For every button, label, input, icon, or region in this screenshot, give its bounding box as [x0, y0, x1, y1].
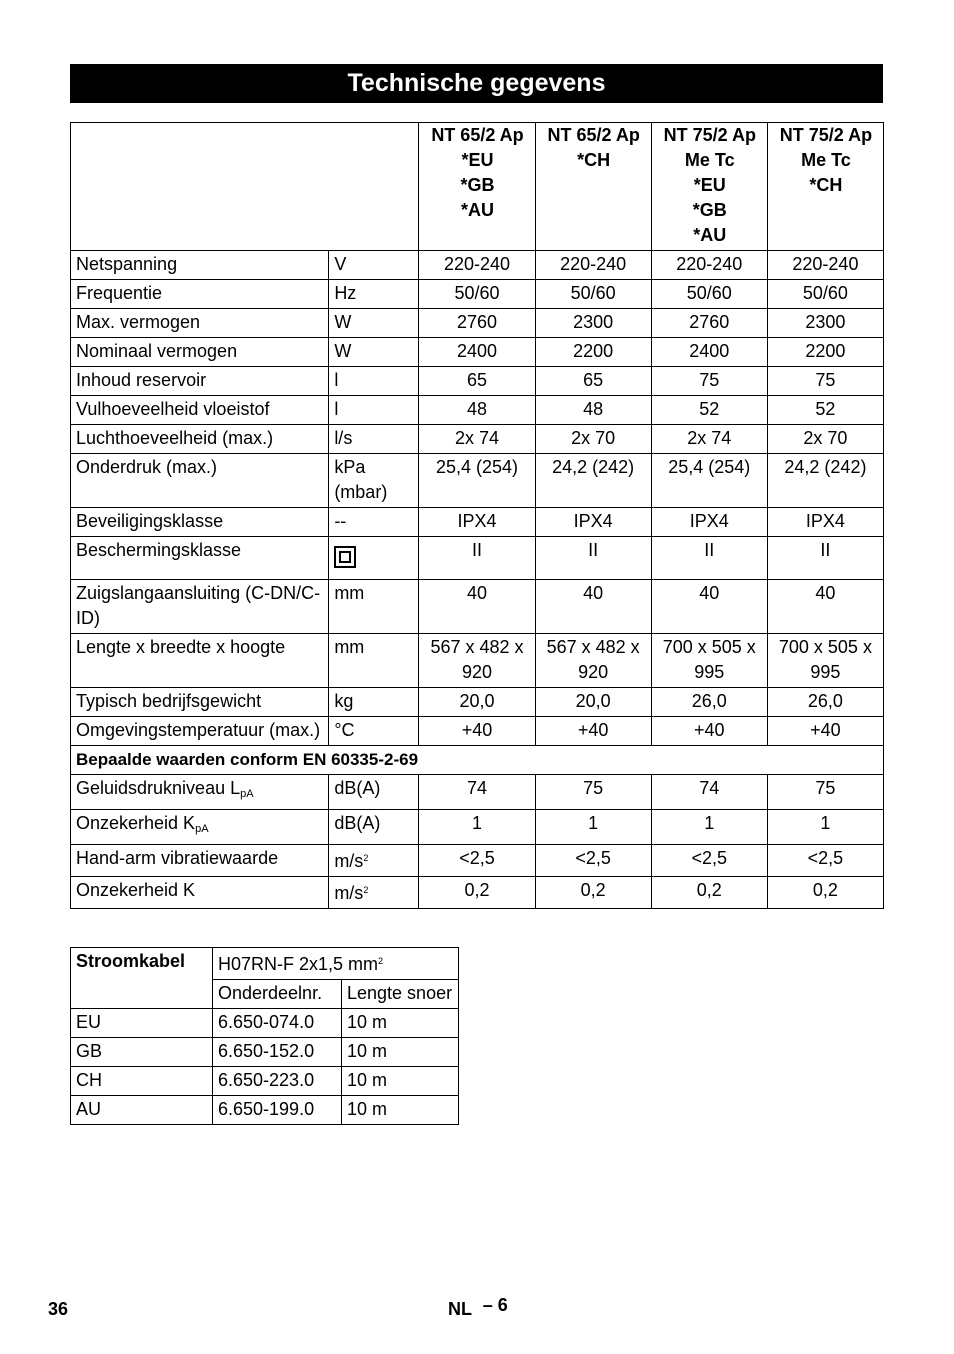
model-line: Me Tc — [801, 150, 851, 170]
spec-value: 24,2 (242) — [535, 454, 651, 508]
spec-label: Nominaal vermogen — [71, 338, 329, 367]
spec-unit: W — [329, 338, 419, 367]
spec-value: 2x 70 — [767, 425, 883, 454]
spec-label: Frequentie — [71, 280, 329, 309]
spec-unit: V — [329, 251, 419, 280]
cable-length: 10 m — [342, 1067, 459, 1096]
spec-value: 52 — [651, 396, 767, 425]
spec-value: 2760 — [419, 309, 535, 338]
spec-row — [71, 634, 884, 688]
spec-unit — [329, 845, 419, 877]
spec-value: 2760 — [651, 309, 767, 338]
spec-label — [71, 845, 329, 877]
spec-value: 2300 — [535, 309, 651, 338]
spec-value: +40 — [535, 717, 651, 746]
spec-value: <2,5 — [419, 845, 535, 877]
spec-row — [71, 251, 884, 280]
spec-value: <2,5 — [767, 845, 883, 877]
spec-value: 2300 — [767, 309, 883, 338]
page-number: 36 — [48, 1299, 69, 1319]
cable-length: 10 m — [342, 1038, 459, 1067]
spec-value: II — [651, 537, 767, 580]
spec-unit — [329, 810, 419, 845]
spec-unit-sup: 2 — [363, 885, 369, 895]
spec-row — [71, 454, 884, 508]
model-line: *GB — [692, 200, 727, 220]
spec-row — [71, 775, 884, 810]
cable-length: 10 m — [342, 1009, 459, 1038]
spec-unit — [329, 877, 419, 909]
spec-value: 567 x 482 x 920 — [535, 634, 651, 688]
spec-value: IPX4 — [651, 508, 767, 537]
spec-label-text: Hand-arm vibratiewaarde — [76, 848, 279, 868]
spec-unit-text: dB(A) — [334, 813, 381, 833]
spec-unit: W — [329, 309, 419, 338]
cable-type — [213, 948, 459, 980]
cable-region: GB — [71, 1038, 213, 1067]
spec-value: 1 — [767, 810, 883, 845]
spec-unit: kg — [329, 688, 419, 717]
spec-unit: °C — [329, 717, 419, 746]
spec-row — [71, 338, 884, 367]
spec-label: Vulhoeveelheid vloeistof — [71, 396, 329, 425]
spec-label — [71, 810, 329, 845]
spec-value: 74 — [651, 775, 767, 810]
cable-part: 6.650-074.0 — [213, 1009, 342, 1038]
spec-value: 50/60 — [535, 280, 651, 309]
spec-unit: mm — [329, 580, 419, 634]
cable-label: Stroomkabel — [71, 948, 213, 1009]
spec-label — [71, 775, 329, 810]
spec-label: Luchthoeveelheid (max.) — [71, 425, 329, 454]
model-header — [651, 123, 767, 251]
model-line: NT 65/2 Ap — [547, 125, 640, 145]
spec-value: II — [535, 537, 651, 580]
spec-label-text: Onzekerheid K — [76, 813, 196, 833]
spec-value: 50/60 — [651, 280, 767, 309]
spec-unit: kPa (mbar) — [329, 454, 419, 508]
spec-value: IPX4 — [767, 508, 883, 537]
spec-unit: l — [329, 367, 419, 396]
model-line: *EU — [693, 175, 726, 195]
model-line: *AU — [693, 225, 727, 245]
spec-value: 2x 74 — [419, 425, 535, 454]
cable-type-row — [71, 948, 459, 980]
spec-row — [71, 810, 884, 845]
model-line: *CH — [577, 150, 611, 170]
spec-value: 26,0 — [767, 688, 883, 717]
spec-value: 2400 — [651, 338, 767, 367]
spec-value: 20,0 — [419, 688, 535, 717]
spec-value: 74 — [419, 775, 535, 810]
spec-row — [71, 309, 884, 338]
spec-value: 1 — [535, 810, 651, 845]
spec-value: 75 — [767, 775, 883, 810]
spec-value: +40 — [419, 717, 535, 746]
cable-col-length: Lengte snoer — [342, 980, 459, 1009]
model-line: *AU — [460, 200, 494, 220]
spec-value: 25,4 (254) — [651, 454, 767, 508]
spec-value: 50/60 — [419, 280, 535, 309]
spec-unit: mm — [329, 634, 419, 688]
spec-value: 2200 — [767, 338, 883, 367]
spec-row — [71, 845, 884, 877]
spec-value: <2,5 — [535, 845, 651, 877]
spec-value: 2200 — [535, 338, 651, 367]
spec-unit: -- — [329, 508, 419, 537]
spec-value: 52 — [767, 396, 883, 425]
spec-value: 220-240 — [535, 251, 651, 280]
class-ii-icon — [334, 546, 356, 568]
spec-value: 700 x 505 x 995 — [651, 634, 767, 688]
header-row — [71, 123, 884, 251]
footer-sub-page: – 6 — [482, 1295, 508, 1315]
spec-value: <2,5 — [651, 845, 767, 877]
spec-label-sub: pA — [240, 788, 254, 800]
spec-value: 220-240 — [767, 251, 883, 280]
spec-row — [71, 537, 884, 580]
spec-row — [71, 396, 884, 425]
spec-row — [71, 688, 884, 717]
spec-unit-text: m/s — [334, 883, 364, 903]
spec-label: Lengte x breedte x hoogte — [71, 634, 329, 688]
cable-part: 6.650-199.0 — [213, 1096, 342, 1125]
cable-region: EU — [71, 1009, 213, 1038]
spec-value: 75 — [767, 367, 883, 396]
model-line: Me Tc — [684, 150, 735, 170]
spec-label: Onderdruk (max.) — [71, 454, 329, 508]
cable-region: AU — [71, 1096, 213, 1125]
spec-label: Zuigslangaansluiting (C-DN/C-ID) — [71, 580, 329, 634]
spec-value: 0,2 — [419, 877, 535, 909]
cable-region: CH — [71, 1067, 213, 1096]
cable-row — [71, 1096, 459, 1125]
model-line: NT 65/2 Ap — [431, 125, 524, 145]
spec-value: IPX4 — [535, 508, 651, 537]
spec-value: 40 — [651, 580, 767, 634]
spec-value: 1 — [419, 810, 535, 845]
spec-value: 48 — [535, 396, 651, 425]
model-line: *GB — [460, 175, 495, 195]
spec-label — [71, 877, 329, 909]
spec-value: 220-240 — [651, 251, 767, 280]
spec-value: 48 — [419, 396, 535, 425]
spec-value: 40 — [535, 580, 651, 634]
model-line: NT 75/2 Ap — [663, 125, 756, 145]
spec-label: Inhoud reservoir — [71, 367, 329, 396]
spec-unit-text: m/s — [334, 851, 364, 871]
spec-value: 2400 — [419, 338, 535, 367]
model-header — [535, 123, 651, 251]
model-header — [767, 123, 883, 251]
spec-unit-sup: 2 — [363, 853, 369, 863]
spec-value: 75 — [535, 775, 651, 810]
cable-row — [71, 1038, 459, 1067]
spec-row — [71, 425, 884, 454]
spec-value: 75 — [651, 367, 767, 396]
spec-label: Max. vermogen — [71, 309, 329, 338]
spec-unit — [329, 775, 419, 810]
spec-row — [71, 367, 884, 396]
spec-unit — [329, 537, 419, 580]
spec-label-sub: pA — [195, 823, 209, 835]
spec-value: II — [419, 537, 535, 580]
spec-label: Beveiligingsklasse — [71, 508, 329, 537]
spec-value: II — [767, 537, 883, 580]
cable-row — [71, 1009, 459, 1038]
cable-part: 6.650-223.0 — [213, 1067, 342, 1096]
header-blank-cell — [71, 123, 419, 251]
spec-label: Omgevingstemperatuur (max.) — [71, 717, 329, 746]
spec-value: 40 — [767, 580, 883, 634]
cable-length: 10 m — [342, 1096, 459, 1125]
spec-unit-text: dB(A) — [334, 778, 381, 798]
spec-value: 65 — [535, 367, 651, 396]
spec-value: 2x 74 — [651, 425, 767, 454]
model-header — [419, 123, 535, 251]
model-line: NT 75/2 Ap — [779, 125, 873, 145]
cable-table — [70, 947, 459, 1125]
footer-lang-code: NL — [448, 1299, 472, 1319]
spec-value: 0,2 — [535, 877, 651, 909]
spec-row — [71, 280, 884, 309]
spec-value: 20,0 — [535, 688, 651, 717]
spec-value: 220-240 — [419, 251, 535, 280]
spec-row — [71, 580, 884, 634]
spec-value: 0,2 — [767, 877, 883, 909]
section-heading: Bepaalde waarden conform EN 60335-2-69 — [71, 746, 884, 775]
spec-label: Typisch bedrijfsgewicht — [71, 688, 329, 717]
spec-label-text: Geluidsdrukniveau L — [76, 778, 241, 798]
spec-row — [71, 877, 884, 909]
spec-label-text: Onzekerheid K — [76, 880, 196, 900]
spec-value: 0,2 — [651, 877, 767, 909]
cable-type-text: H07RN-F 2x1,5 mm — [218, 954, 379, 974]
spec-value: 24,2 (242) — [767, 454, 883, 508]
spec-value: IPX4 — [419, 508, 535, 537]
spec-value: 50/60 — [767, 280, 883, 309]
spec-row — [71, 717, 884, 746]
spec-row — [71, 508, 884, 537]
spec-value: 1 — [651, 810, 767, 845]
cable-type-sup: 2 — [378, 956, 384, 966]
spec-table — [70, 122, 884, 909]
footer-lang — [448, 1295, 508, 1320]
spec-label: Beschermingsklasse — [71, 537, 329, 580]
spec-value: 567 x 482 x 920 — [419, 634, 535, 688]
spec-unit: Hz — [329, 280, 419, 309]
spec-label: Netspanning — [71, 251, 329, 280]
model-line: *CH — [809, 175, 843, 195]
spec-value: 26,0 — [651, 688, 767, 717]
spec-unit: l — [329, 396, 419, 425]
spec-value: +40 — [651, 717, 767, 746]
spec-value: 700 x 505 x 995 — [767, 634, 883, 688]
spec-unit: l/s — [329, 425, 419, 454]
cable-col-part: Onderdeelnr. — [213, 980, 342, 1009]
section-row — [71, 746, 884, 775]
cable-part: 6.650-152.0 — [213, 1038, 342, 1067]
spec-value: 40 — [419, 580, 535, 634]
spec-value: +40 — [767, 717, 883, 746]
spec-value: 25,4 (254) — [419, 454, 535, 508]
model-line: *EU — [461, 150, 494, 170]
cable-row — [71, 1067, 459, 1096]
page-title: Technische gegevens — [70, 64, 883, 103]
spec-value: 65 — [419, 367, 535, 396]
spec-value: 2x 70 — [535, 425, 651, 454]
